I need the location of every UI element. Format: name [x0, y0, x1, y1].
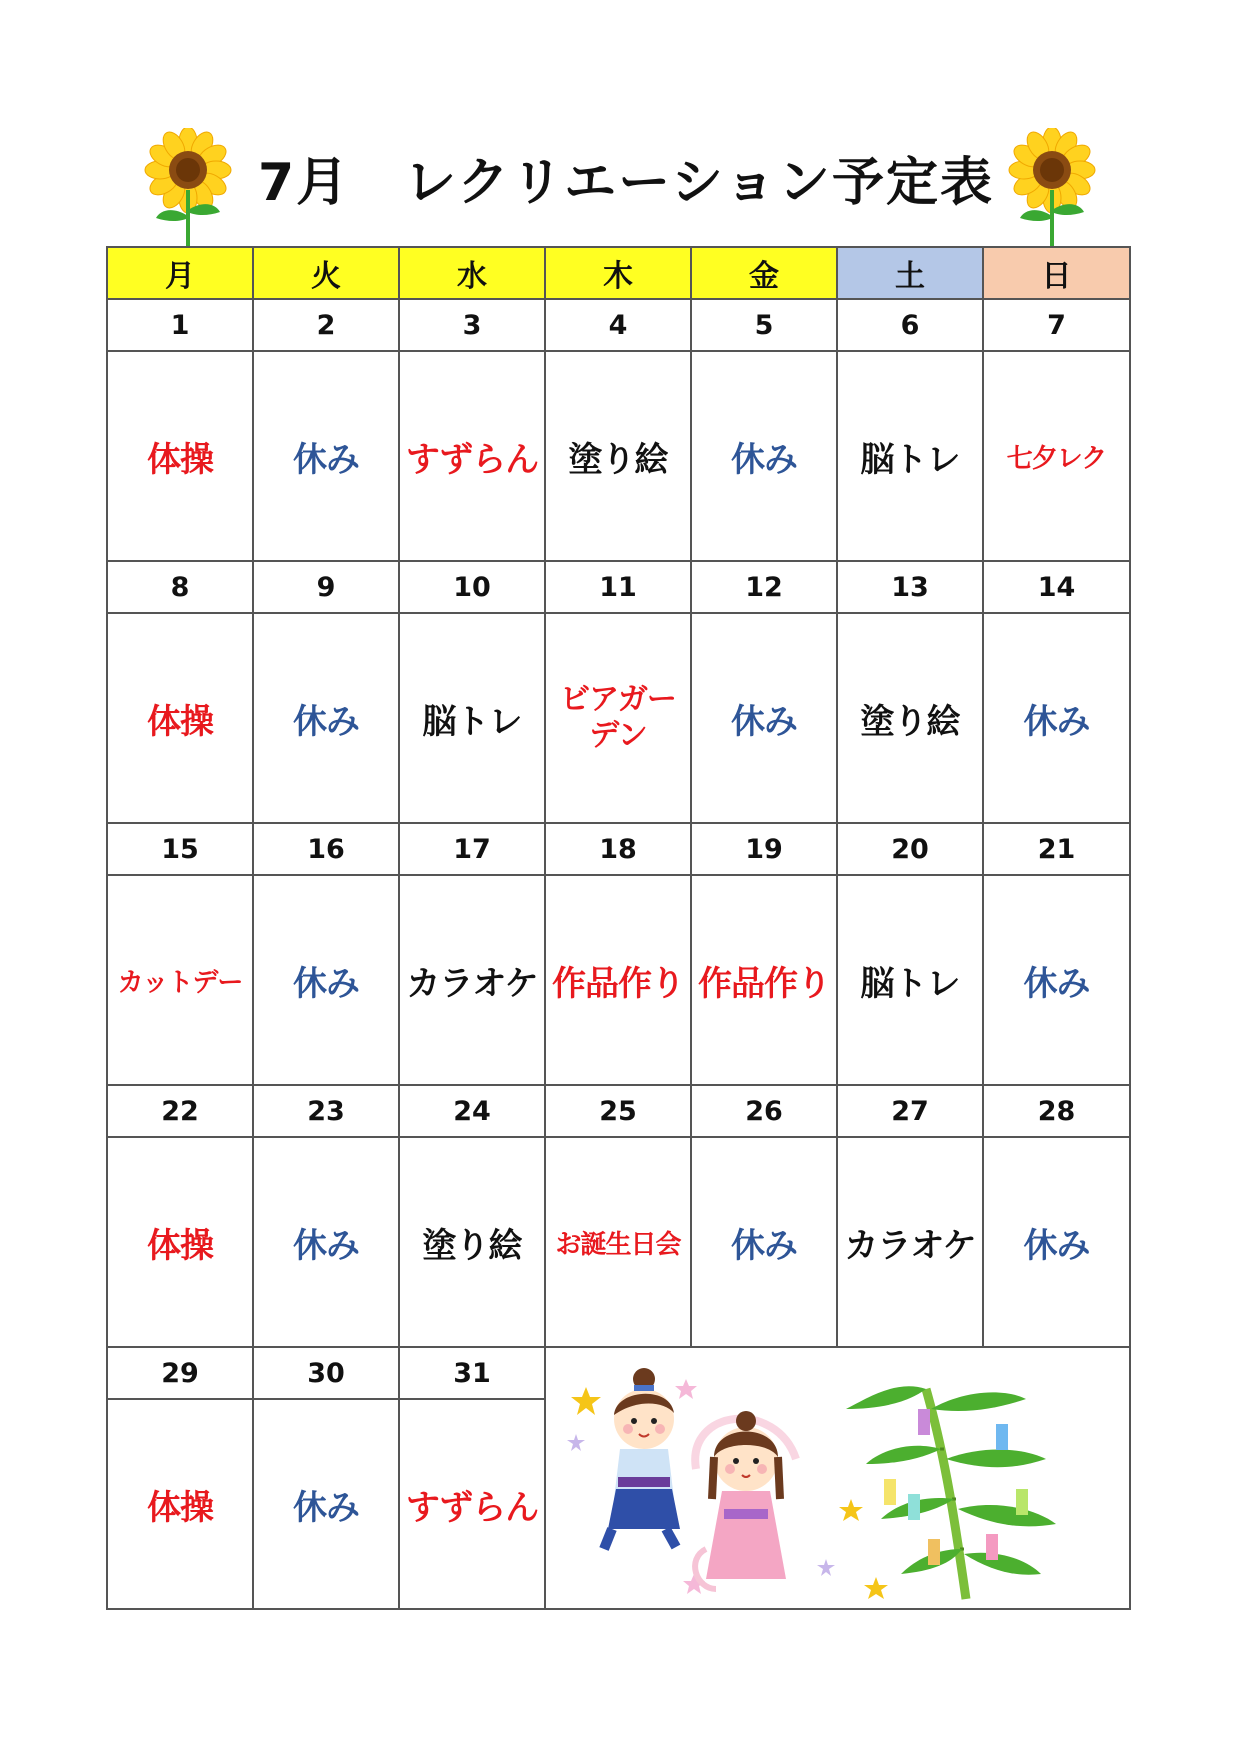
sunflower-icon — [138, 128, 238, 248]
activity-cell: 塗り絵 — [399, 1137, 545, 1347]
activity-cell: 体操 — [107, 1399, 253, 1609]
activity-row — [107, 613, 1130, 823]
activity-cell: カラオケ — [399, 875, 545, 1085]
activity-cell: すずらん — [399, 1399, 545, 1609]
day-number: 4 — [545, 299, 691, 351]
day-number: 23 — [253, 1085, 399, 1137]
activity-cell: ビアガーデン — [545, 613, 691, 823]
activity-cell: 休み — [253, 875, 399, 1085]
activity-cell: お誕生日会 — [545, 1137, 691, 1347]
day-number: 10 — [399, 561, 545, 613]
activity-cell: 脳トレ — [399, 613, 545, 823]
activity-row — [107, 1137, 1130, 1347]
activity-cell: 休み — [983, 875, 1130, 1085]
activity-cell: 休み — [253, 351, 399, 561]
activity-cell: 七夕レク — [983, 351, 1130, 561]
day-number: 2 — [253, 299, 399, 351]
activity-cell: すずらん — [399, 351, 545, 561]
activity-cell: 体操 — [107, 351, 253, 561]
day-number: 12 — [691, 561, 837, 613]
day-number: 13 — [837, 561, 983, 613]
activity-cell: 休み — [983, 613, 1130, 823]
day-number: 26 — [691, 1085, 837, 1137]
activity-row — [107, 351, 1130, 561]
day-number-row — [107, 823, 1130, 875]
activity-cell: 休み — [983, 1137, 1130, 1347]
activity-cell: 体操 — [107, 1137, 253, 1347]
day-number: 11 — [545, 561, 691, 613]
day-number: 9 — [253, 561, 399, 613]
sunflower-icon — [1002, 128, 1102, 248]
activity-row — [107, 875, 1130, 1085]
day-number: 7 — [983, 299, 1130, 351]
weekday-header-sun: 日 — [983, 247, 1130, 299]
day-number: 17 — [399, 823, 545, 875]
day-number: 19 — [691, 823, 837, 875]
day-number: 6 — [837, 299, 983, 351]
activity-cell: 休み — [253, 613, 399, 823]
activity-cell: 塗り絵 — [545, 351, 691, 561]
day-number: 18 — [545, 823, 691, 875]
activity-cell: 塗り絵 — [837, 613, 983, 823]
activity-cell: 脳トレ — [837, 351, 983, 561]
day-number-row — [107, 1347, 1130, 1399]
day-number: 20 — [837, 823, 983, 875]
activity-cell: 休み — [253, 1399, 399, 1609]
day-number: 21 — [983, 823, 1130, 875]
day-number-row — [107, 561, 1130, 613]
weekday-header-thu: 木 — [545, 247, 691, 299]
activity-cell: 休み — [253, 1137, 399, 1347]
calendar-table — [106, 246, 1131, 1610]
day-number-row — [107, 299, 1130, 351]
weekday-header-mon: 月 — [107, 247, 253, 299]
activity-cell: 休み — [691, 351, 837, 561]
activity-cell: カラオケ — [837, 1137, 983, 1347]
weekday-header-fri: 金 — [691, 247, 837, 299]
header — [0, 120, 1240, 250]
activity-cell: カットデー — [107, 875, 253, 1085]
day-number: 3 — [399, 299, 545, 351]
tanabata-illustration — [545, 1347, 1130, 1609]
weekday-header-row — [107, 247, 1130, 299]
activity-cell: 脳トレ — [837, 875, 983, 1085]
weekday-header-sat: 土 — [837, 247, 983, 299]
weekday-header-wed: 水 — [399, 247, 545, 299]
day-number: 27 — [837, 1085, 983, 1137]
day-number: 15 — [107, 823, 253, 875]
page-title: 7月 レクリエーション予定表 — [258, 153, 995, 213]
day-number: 30 — [253, 1347, 399, 1399]
day-number: 29 — [107, 1347, 253, 1399]
day-number: 28 — [983, 1085, 1130, 1137]
day-number: 31 — [399, 1347, 545, 1399]
day-number-row — [107, 1085, 1130, 1137]
activity-cell: 作品作り — [691, 875, 837, 1085]
day-number: 5 — [691, 299, 837, 351]
day-number: 16 — [253, 823, 399, 875]
day-number: 1 — [107, 299, 253, 351]
day-number: 24 — [399, 1085, 545, 1137]
activity-cell: 休み — [691, 613, 837, 823]
day-number: 25 — [545, 1085, 691, 1137]
activity-cell: 体操 — [107, 613, 253, 823]
tanabata-illustration-icon — [546, 1349, 1130, 1607]
activity-cell: 休み — [691, 1137, 837, 1347]
day-number: 14 — [983, 561, 1130, 613]
weekday-header-tue: 火 — [253, 247, 399, 299]
activity-cell: 作品作り — [545, 875, 691, 1085]
day-number: 8 — [107, 561, 253, 613]
day-number: 22 — [107, 1085, 253, 1137]
